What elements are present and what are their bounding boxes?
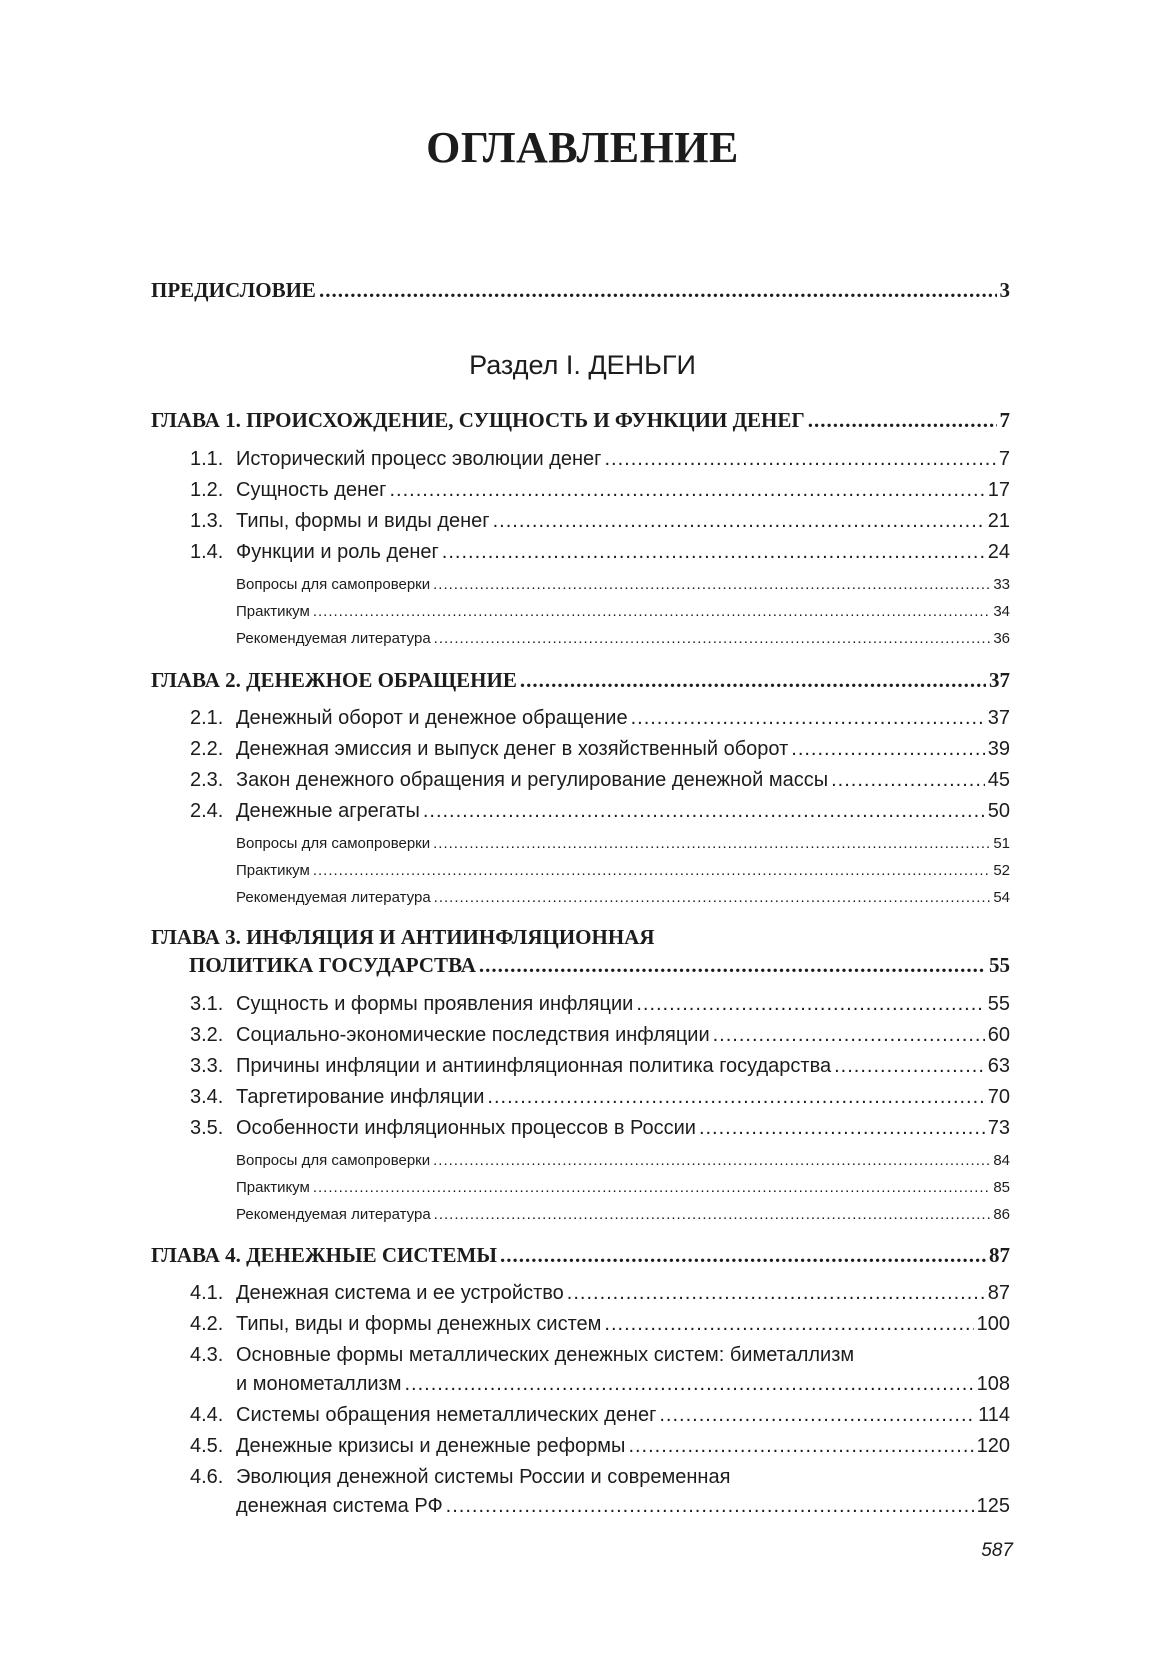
toc-chapter-3[interactable] xyxy=(189,953,1010,978)
leader-dots xyxy=(699,1117,985,1140)
subsection-title: Денежная эмиссия и выпуск денег в хозяйственный оборот xyxy=(236,738,789,760)
subsection-title: Функции и роль денег xyxy=(236,541,439,563)
toc-extra[interactable] xyxy=(236,603,1010,620)
toc-page-number: 114 xyxy=(978,1404,1010,1426)
toc-subsection[interactable] xyxy=(236,1495,1010,1518)
toc-extra[interactable] xyxy=(236,862,1010,879)
leader-dots xyxy=(313,862,990,879)
subsection-title: Таргетирование инфляции xyxy=(236,1086,485,1108)
toc-page-number: 34 xyxy=(993,603,1010,620)
subsection-number: 3.5. xyxy=(190,1117,224,1139)
leader-dots xyxy=(713,1024,985,1047)
subsection-title: Сущность и формы проявления инфляции xyxy=(236,993,634,1015)
toc-subsection[interactable] xyxy=(190,738,1010,761)
toc-entry-label: ГЛАВА 2. ДЕНЕЖНОЕ ОБРАЩЕНИЕ xyxy=(151,668,517,692)
leader-dots xyxy=(433,1152,990,1169)
leader-dots xyxy=(434,630,991,647)
leader-dots xyxy=(636,993,984,1016)
toc-page-number: 7 xyxy=(999,408,1010,432)
toc-page-number: 24 xyxy=(987,541,1010,563)
subsection-title: Причины инфляции и антиинфляционная политика государства xyxy=(236,1055,832,1077)
toc-extra-label: Вопросы для самопроверки xyxy=(236,835,431,852)
toc-extra-label: Рекомендуемая литература xyxy=(236,1206,431,1223)
subsection-number: 3.1. xyxy=(190,993,224,1015)
toc-page-number: 73 xyxy=(987,1117,1010,1139)
leader-dots xyxy=(319,278,997,303)
toc-extra[interactable] xyxy=(236,1206,1010,1223)
toc-chapter-2[interactable] xyxy=(151,668,1010,693)
toc-extra[interactable] xyxy=(236,1152,1010,1169)
leader-dots xyxy=(834,1055,985,1078)
toc-subsection-line1[interactable] xyxy=(190,1466,730,1489)
toc-page-number: 36 xyxy=(993,630,1010,647)
toc-subsection[interactable] xyxy=(190,1282,1010,1305)
toc-subsection[interactable] xyxy=(190,1117,1010,1140)
subsection-title: Денежные агрегаты xyxy=(236,800,420,822)
leader-dots xyxy=(313,603,990,620)
toc-subsection[interactable] xyxy=(190,1055,1010,1078)
toc-extra[interactable] xyxy=(236,1179,1010,1196)
toc-subsection[interactable] xyxy=(190,1404,1010,1427)
toc-subsection[interactable] xyxy=(190,1086,1010,1109)
subsection-title: Типы, формы и виды денег xyxy=(236,510,490,532)
leader-dots xyxy=(446,1495,974,1518)
subsection-title: Денежные кризисы и денежные реформы xyxy=(236,1435,626,1457)
toc-page-number: 55 xyxy=(987,993,1010,1015)
toc-page-number: 21 xyxy=(987,510,1010,532)
toc-page-number: 45 xyxy=(987,769,1010,791)
subsection-number: 3.3. xyxy=(190,1055,224,1077)
subsection-number: 4.3. xyxy=(190,1344,224,1366)
toc-entry-label: ПОЛИТИКА ГОСУДАРСТВА xyxy=(189,953,476,977)
subsection-title-continued: и монометаллизм xyxy=(236,1373,402,1395)
subsection-number: 4.4. xyxy=(190,1404,224,1426)
toc-page-number: 100 xyxy=(976,1313,1010,1335)
toc-subsection[interactable] xyxy=(190,1435,1010,1458)
subsection-title: Денежная система и ее устройство xyxy=(236,1282,564,1304)
subsection-number: 1.3. xyxy=(190,510,224,532)
leader-dots xyxy=(831,769,985,792)
toc-extra-label: Практикум xyxy=(236,603,310,620)
leader-dots xyxy=(434,889,991,906)
toc-page-number: 85 xyxy=(993,1179,1010,1196)
toc-subsection[interactable] xyxy=(190,541,1010,564)
toc-extra-label: Рекомендуемая литература xyxy=(236,889,431,906)
subsection-title: Особенности инфляционных процессов в России xyxy=(236,1117,696,1139)
toc-subsection[interactable] xyxy=(190,510,1010,533)
leader-dots xyxy=(628,1435,973,1458)
subsection-title: Социально-экономические последствия инфляции xyxy=(236,1024,710,1046)
subsection-number: 3.2. xyxy=(190,1024,224,1046)
toc-subsection[interactable] xyxy=(190,707,1010,730)
leader-dots xyxy=(659,1404,975,1427)
toc-subsection[interactable] xyxy=(190,800,1010,823)
leader-dots xyxy=(313,1179,990,1196)
toc-entry-preface[interactable] xyxy=(151,278,1010,303)
subsection-title: Системы обращения неметаллических денег xyxy=(236,1404,657,1426)
leader-dots xyxy=(404,1373,973,1396)
toc-page-number: 108 xyxy=(976,1373,1010,1395)
toc-subsection[interactable] xyxy=(190,448,1010,471)
toc-subsection[interactable] xyxy=(190,769,1010,792)
toc-entry-label: ПРЕДИСЛОВИЕ xyxy=(151,278,316,302)
toc-extra[interactable] xyxy=(236,889,1010,906)
subsection-title: Основные формы металлических денежных систем: биметаллизм xyxy=(236,1344,855,1366)
toc-page-number: 120 xyxy=(976,1435,1010,1457)
leader-dots xyxy=(791,738,984,761)
subsection-number: 4.6. xyxy=(190,1466,224,1488)
subsection-number: 3.4. xyxy=(190,1086,224,1108)
toc-chapter-3-line1[interactable]: ГЛАВА 3. ИНФЛЯЦИЯ И АНТИИНФЛЯЦИОННАЯ xyxy=(151,925,655,949)
toc-page-number: 33 xyxy=(993,576,1010,593)
toc-page-number: 87 xyxy=(989,1243,1010,1267)
toc-page-number: 60 xyxy=(987,1024,1010,1046)
toc-extra-label: Вопросы для самопроверки xyxy=(236,1152,431,1169)
leader-dots xyxy=(567,1282,985,1305)
toc-subsection[interactable] xyxy=(190,479,1010,502)
leader-dots xyxy=(520,668,986,693)
subsection-number: 2.3. xyxy=(190,769,224,791)
toc-page-number: 37 xyxy=(987,707,1010,729)
toc-subsection[interactable] xyxy=(190,1313,1010,1336)
toc-page-number: 37 xyxy=(989,668,1010,692)
toc-entry-label: ГЛАВА 4. ДЕНЕЖНЫЕ СИСТЕМЫ xyxy=(151,1243,497,1267)
subsection-title: Денежный оборот и денежное обращение xyxy=(236,707,628,729)
leader-dots xyxy=(487,1086,984,1109)
subsection-title-continued: денежная система РФ xyxy=(236,1495,443,1517)
toc-page-number: 54 xyxy=(993,889,1010,906)
leader-dots xyxy=(479,953,986,978)
toc-chapter-4[interactable] xyxy=(151,1243,1010,1268)
toc-page-number: 55 xyxy=(989,953,1010,977)
toc-page-number: 84 xyxy=(993,1152,1010,1169)
subsection-number: 1.4. xyxy=(190,541,224,563)
toc-page-number: 17 xyxy=(987,479,1010,501)
leader-dots xyxy=(433,576,990,593)
toc-subsection[interactable] xyxy=(190,993,1010,1016)
subsection-number: 4.1. xyxy=(190,1282,224,1304)
toc-extra[interactable] xyxy=(236,630,1010,647)
subsection-title: Типы, виды и формы денежных систем xyxy=(236,1313,602,1335)
leader-dots xyxy=(604,448,995,471)
leader-dots xyxy=(434,1206,991,1223)
toc-extra-label: Рекомендуемая литература xyxy=(236,630,431,647)
toc-page-number: 7 xyxy=(998,448,1010,470)
leader-dots xyxy=(442,541,985,564)
leader-dots xyxy=(808,408,997,433)
toc-page-number: 63 xyxy=(987,1055,1010,1077)
subsection-title: Закон денежного обращения и регулирование денежной массы xyxy=(236,769,829,791)
toc-page-number: 52 xyxy=(993,862,1010,879)
leader-dots xyxy=(433,835,990,852)
subsection-number: 1.1. xyxy=(190,448,224,470)
toc-subsection[interactable] xyxy=(236,1373,1010,1396)
subsection-title: Эволюция денежной системы России и современная xyxy=(236,1466,731,1488)
leader-dots xyxy=(631,707,985,730)
toc-subsection-line1[interactable] xyxy=(190,1344,854,1367)
toc-extra-label: Вопросы для самопроверки xyxy=(236,576,431,593)
toc-subsection[interactable] xyxy=(190,1024,1010,1047)
subsection-number: 2.1. xyxy=(190,707,224,729)
toc-extra[interactable] xyxy=(236,835,1010,852)
toc-page-number: 70 xyxy=(987,1086,1010,1108)
subsection-number: 2.2. xyxy=(190,738,224,760)
leader-dots xyxy=(389,479,984,502)
toc-page-number: 50 xyxy=(987,800,1010,822)
subsection-title: Сущность денег xyxy=(236,479,387,501)
subsection-number: 1.2. xyxy=(190,479,224,501)
toc-page-number: 39 xyxy=(987,738,1010,760)
toc-chapter-1[interactable] xyxy=(151,408,1010,433)
leader-dots xyxy=(493,510,985,533)
toc-extra-label: Практикум xyxy=(236,862,310,879)
subsection-title: Исторический процесс эволюции денег xyxy=(236,448,602,470)
toc-page-number: 3 xyxy=(999,278,1010,302)
toc-page-number: 125 xyxy=(976,1495,1010,1517)
subsection-number: 4.2. xyxy=(190,1313,224,1335)
toc-page-number: 87 xyxy=(987,1282,1010,1304)
page-title: ОГЛАВЛЕНИЕ xyxy=(426,123,739,172)
subsection-number: 2.4. xyxy=(190,800,224,822)
subsection-number: 4.5. xyxy=(190,1435,224,1457)
toc-page-number: 86 xyxy=(993,1206,1010,1223)
toc-entry-label: ГЛАВА 1. ПРОИСХОЖДЕНИЕ, СУЩНОСТЬ И ФУНКЦИИ ДЕНЕГ xyxy=(151,408,805,432)
leader-dots xyxy=(500,1243,986,1268)
page-number: 587 xyxy=(981,1540,1013,1561)
toc-extra[interactable] xyxy=(236,576,1010,593)
leader-dots xyxy=(423,800,985,823)
section-heading: Раздел I. ДЕНЬГИ xyxy=(469,350,696,380)
leader-dots xyxy=(604,1313,973,1336)
toc-extra-label: Практикум xyxy=(236,1179,310,1196)
toc-page-number: 51 xyxy=(993,835,1010,852)
